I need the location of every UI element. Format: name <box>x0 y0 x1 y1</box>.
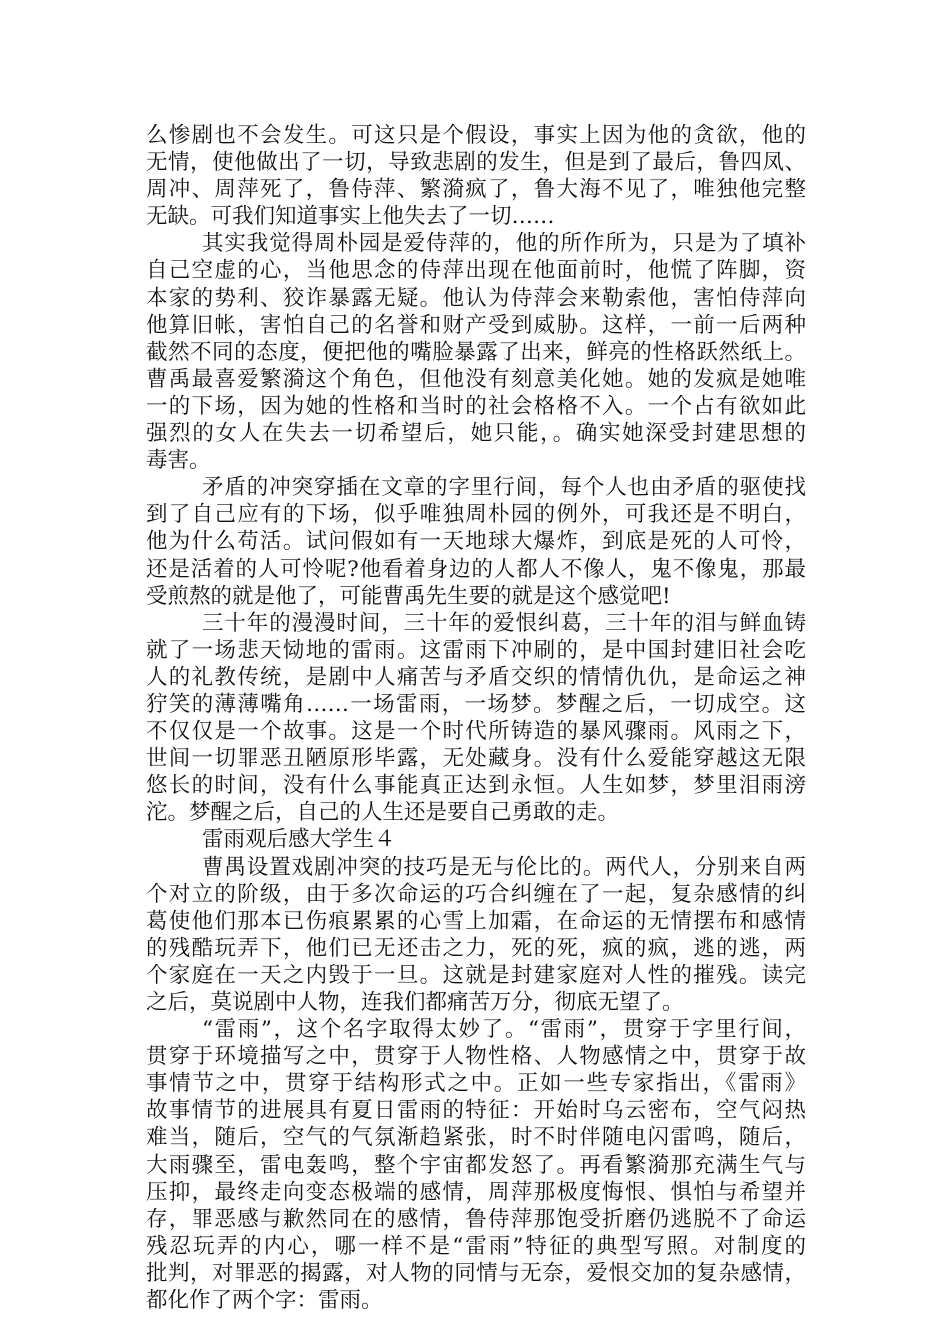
text-line: 就了一场悲天恸地的雷雨。这雷雨下冲刷的，是中国封建旧社会吃 <box>146 637 806 663</box>
text-line: 自己空虚的心，当他思念的侍萍出现在他面前时，他慌了阵脚，资 <box>146 258 806 284</box>
text-line: 的残酷玩弄下，他们已无还击之力，死的死，疯的疯，逃的逃，两 <box>146 935 806 961</box>
text-line: 世间一切罪恶丑陋原形毕露，无处藏身。没有什么爱能穿越这无限 <box>146 746 806 772</box>
text-line: 三十年的漫漫时间，三十年的爱恨纠葛，三十年的泪与鲜血铸 <box>202 610 806 636</box>
paragraph <box>146 230 806 474</box>
text-line: 他算旧帐，害怕自己的名誉和财产受到威胁。这样，一前一后两种 <box>146 312 806 338</box>
text-line: 批判，对罪恶的揭露，对人物的同情与无奈，爱恨交加的复杂感情， <box>146 1260 806 1286</box>
text-line: 到了自己应有的下场，似乎唯独周朴园的例外，可我还是不明白， <box>146 502 806 528</box>
document-body <box>146 122 806 1314</box>
text-line: 周冲、周萍死了，鲁侍萍、繁漪疯了，鲁大海不见了，唯独他完整 <box>146 177 806 203</box>
text-line: 他为什么苟活。试问假如有一天地球大爆炸，到底是死的人可怜， <box>146 529 806 555</box>
paragraph <box>146 610 806 827</box>
text-line: 个家庭在一天之内毁于一旦。这就是封建家庭对人性的摧残。读完 <box>146 962 806 988</box>
text-line: 本家的势利、狡诈暴露无疑。他认为侍萍会来勒索他，害怕侍萍向 <box>146 285 806 311</box>
text-line: 狞笑的薄薄嘴角……一场雷雨，一场梦。梦醒之后，一切成空。这 <box>146 691 806 717</box>
text-line: 毒害。 <box>146 448 211 474</box>
text-line: 么惨剧也不会发生。可这只是个假设，事实上因为他的贪欲，他的 <box>146 123 806 148</box>
text-line: 都化作了两个字：雷雨。 <box>146 1288 383 1314</box>
text-line: 故事情节的进展具有夏日雷雨的特征：开始时乌云密布，空气闷热 <box>146 1098 806 1124</box>
text-line: 之后，莫说剧中人物，连我们都痛苦万分，彻底无望了。 <box>146 990 684 1015</box>
text-line: 一的下场，因为她的性格和当时的社会格格不入。一个占有欲如此 <box>146 393 806 419</box>
text-line: “雷雨”，这个名字取得太妙了。“雷雨”，贯穿于字里行间， <box>202 1017 806 1043</box>
text-line: 强烈的女人在失去一切希望后，她只能，。确实她深受封建思想的 <box>146 421 806 447</box>
section-heading-text: 雷雨观后感大学生４ <box>202 827 396 853</box>
text-line: 贯穿于环境描写之中，贯穿于人物性格、人物感情之中，贯穿于故 <box>146 1044 806 1070</box>
text-line: 无缺。可我们知道事实上他失去了一切…… <box>146 204 555 230</box>
text-line: 沱。梦醒之后，自己的人生还是要自己勇敢的走。 <box>146 800 620 826</box>
text-line: 悠长的时间，没有什么事能真正达到永恒。人生如梦，梦里泪雨滂 <box>146 773 806 799</box>
text-line: 难当，随后，空气的气氛渐趋紧张，时不时伴随电闪雷鸣，随后， <box>146 1125 806 1151</box>
text-line: 事情节之中，贯穿于结构形式之中。正如一些专家指出，《雷雨》 <box>146 1071 806 1097</box>
text-line: 个对立的阶级，由于多次命运的巧合纠缠在了一起，复杂感情的纠 <box>146 881 806 907</box>
text-line: 无情，使他做出了一切，导致悲剧的发生，但是到了最后，鲁四凤、 <box>146 150 806 176</box>
text-line: 人的礼教传统，是剧中人痛苦与矛盾交织的情情仇仇，是命运之神 <box>146 664 806 690</box>
text-line: 曹禹最喜爱繁漪这个角色，但他没有刻意美化她。她的发疯是她唯 <box>146 366 806 392</box>
text-line: 矛盾的冲突穿插在文章的字里行间，每个人也由矛盾的驱使找 <box>202 475 806 501</box>
section-heading <box>146 826 806 853</box>
paragraph <box>146 1016 806 1314</box>
text-line: 大雨骤至，雷电轰鸣，整个宇宙都发怒了。再看繁漪那充满生气与 <box>146 1152 806 1178</box>
paragraph <box>146 122 806 230</box>
text-line: 压抑，最终走向变态极端的感情，周萍那极度悔恨、惧怕与希望并 <box>146 1179 806 1205</box>
text-line: 截然不同的态度，便把他的嘴脸暴露了出来，鲜亮的性格跃然纸上。 <box>146 339 806 365</box>
text-line: 曹禺设置戏剧冲突的技巧是无与伦比的。两代人，分别来自两 <box>202 854 806 880</box>
text-line: 受煎熬的就是他了，可能曹禹先生要的就是这个感觉吧! <box>146 583 671 609</box>
text-line: 还是活着的人可怜呢?他看着身边的人都人不像人，鬼不像鬼，那最 <box>146 556 806 582</box>
text-line: 不仅仅是一个故事。这是一个时代所铸造的暴风骤雨。风雨之下， <box>146 719 806 745</box>
text-line: 其实我觉得周朴园是爱侍萍的，他的所作所为，只是为了填补 <box>202 231 806 257</box>
paragraph <box>146 474 806 609</box>
text-line: 葛使他们那本已伤痕累累的心雪上加霜，在命运的无情摆布和感情 <box>146 908 806 934</box>
text-line: 存，罪恶感与歉然同在的感情，鲁侍萍那饱受折磨仍逃脱不了命运 <box>146 1206 806 1232</box>
paragraph <box>146 854 806 1017</box>
text-line: 残忍玩弄的内心，哪一样不是“雷雨”特征的典型写照。对制度的 <box>146 1233 806 1259</box>
